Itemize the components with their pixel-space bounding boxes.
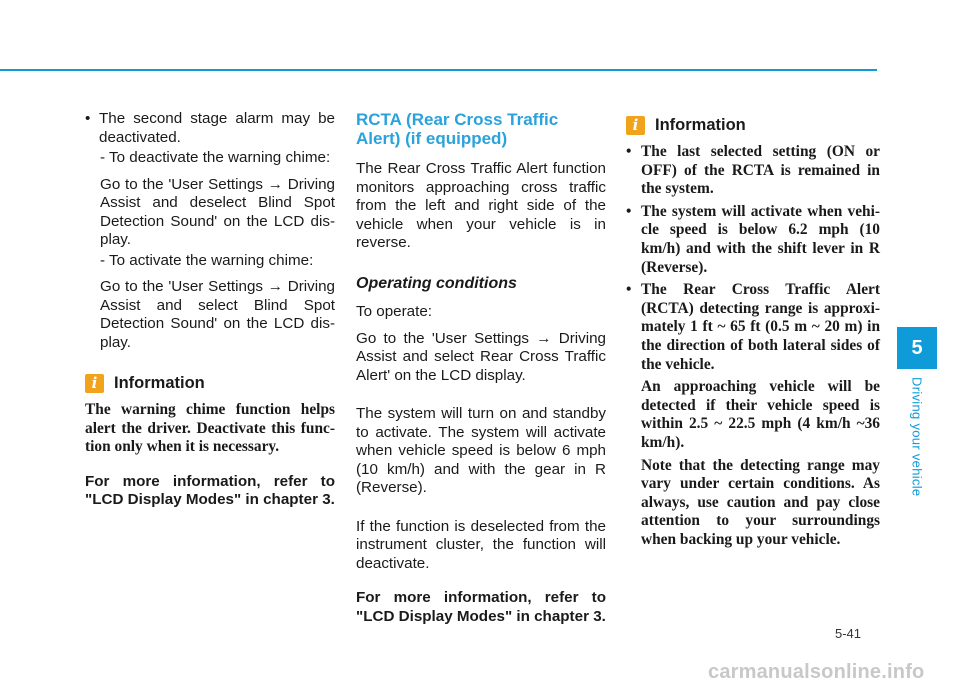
chapter-tab: 5 — [897, 327, 937, 369]
bullet-glyph: • — [626, 202, 632, 220]
list-item-text: The last selected setting (ON or OFF) of the RCTA is remained in the system. — [641, 143, 880, 198]
more-info-note: For more information, refer to "LCD Display Modes" in chapter 3. — [85, 472, 335, 509]
section-title: RCTA (Rear Cross Traffic Alert) (if equipped) — [356, 110, 559, 148]
info-text: The warning chime function helps alert the driver. Deactivate this func- tion only when it is necessary. — [85, 401, 335, 456]
header-rule — [0, 69, 877, 71]
list-item-text: The Rear Cross Traffic Alert (RCTA) detecting range is approxi- mately 1 ft ~ 65 ft (0.5 m ~ 20 m) in the direction of both lateral sides of the vehicle. — [641, 281, 880, 373]
bullet-glyph: • — [626, 143, 632, 160]
watermark: carmanualsonline.info — [708, 661, 925, 683]
list-item — [85, 110, 335, 147]
info-heading — [626, 116, 880, 135]
activate-intro: - To activate the warning chime: — [100, 251, 314, 269]
to-operate-label: To operate: — [356, 303, 432, 320]
column-middle — [356, 110, 606, 626]
operate-instructions: Go to the 'User Settings → Driving Assist and select Rear Cross Traffic Alert' on the LCD display. — [356, 329, 606, 384]
column-left — [85, 110, 335, 510]
list-item — [626, 143, 880, 199]
deselect-text: If the function is deselected from the instrument cluster, the function will deactivate. — [356, 517, 606, 572]
info-icon: i — [626, 116, 645, 135]
info-title: Information — [655, 116, 746, 135]
list-item — [626, 203, 880, 277]
list-continuation: An approaching vehicle will be detected if their vehicle speed is within 2.5 ~ 22.5 mph (4 km/h ~36 km/h). — [641, 378, 880, 451]
section-intro: The Rear Cross Traffic Alert function monitors approaching cross traffic from the left and right side of the vehicle when your vehicle is in reverse. — [356, 160, 606, 251]
bullet-glyph: • — [626, 281, 632, 299]
deactivate-instructions: Go to the 'User Settings → Driving Assist and deselect Blind Spot Detection Sound' on the LCD dis- play. — [100, 175, 335, 248]
info-icon: i — [85, 374, 104, 393]
chapter-label: Driving your vehicle — [909, 377, 925, 497]
standby-text: The system will turn on and standby to activate. The system will activate when vehicle speed is below 6 mph (10 km/h) and with the gear in R (Reverse). — [356, 405, 606, 496]
list-item-text: The system will activate when vehi- cle speed is below 6.2 mph (10 km/h) and with the shift lever in R (Reverse). — [641, 202, 880, 276]
page-number: 5-41 — [835, 626, 862, 641]
list-continuation: Note that the detecting range may vary under certain conditions. As always, use caution and pay close attention to your surroundings when backing up your vehicle. — [641, 456, 880, 548]
info-title: Information — [114, 374, 205, 393]
info-heading — [85, 374, 335, 393]
list-item — [626, 281, 880, 374]
column-right — [626, 110, 880, 549]
subsection-title: Operating conditions — [356, 274, 517, 292]
activate-instructions: Go to the 'User Settings → Driving Assist and select Blind Spot Detection Sound' on the LCD dis- play. — [100, 278, 335, 351]
bullet-text: The second stage alarm may be deactivated. — [99, 110, 335, 146]
bullet-glyph: • — [85, 110, 91, 127]
more-info-note: For more information, refer to "LCD Display Modes" in chapter 3. — [356, 589, 606, 625]
deactivate-intro: - To deactivate the warning chime: — [100, 149, 331, 166]
info-list — [626, 143, 880, 549]
